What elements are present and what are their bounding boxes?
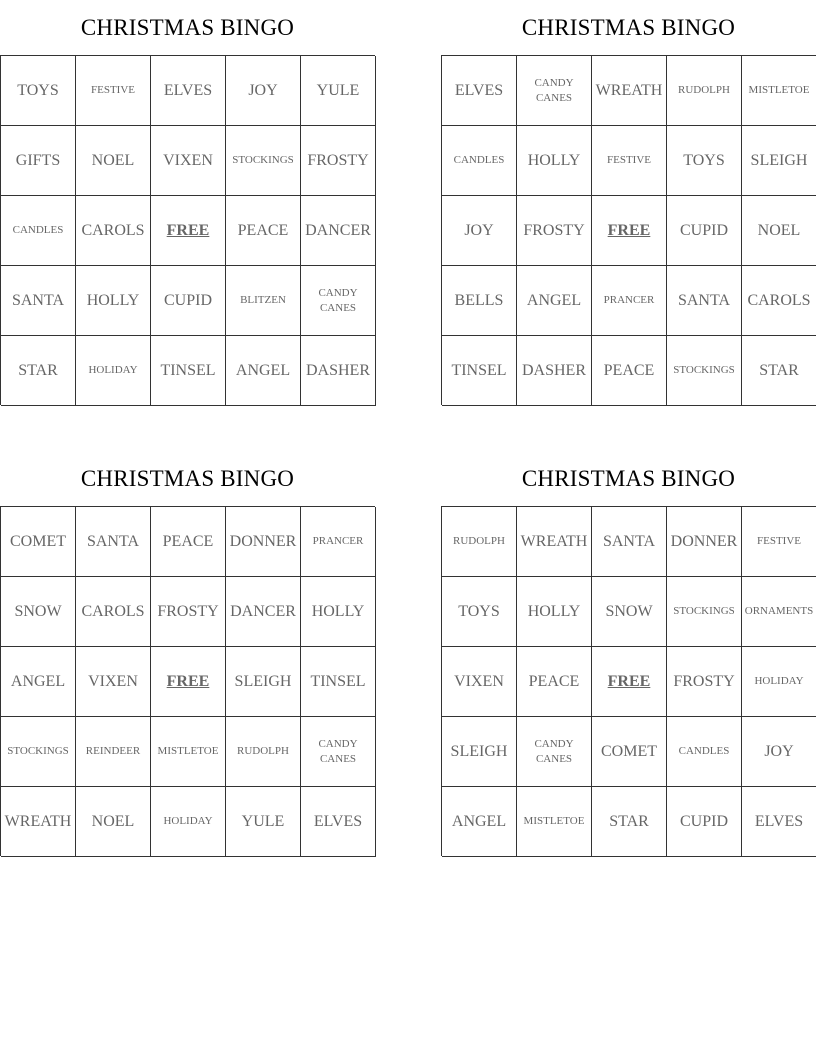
free-space-cell: FREE — [592, 647, 667, 717]
bingo-cell: ANGEL — [517, 266, 592, 336]
bingo-cell: RUDOLPH — [442, 507, 517, 577]
bingo-cell: SLEIGH — [226, 647, 301, 717]
bingo-cell: YULE — [226, 787, 301, 857]
bingo-cell: WREATH — [592, 56, 667, 126]
bingo-cell: NOEL — [76, 126, 151, 196]
bingo-cell: ELVES — [301, 787, 376, 857]
bingo-cell: PEACE — [592, 336, 667, 406]
bingo-cell: VIXEN — [151, 126, 226, 196]
bingo-cell: PRANCER — [592, 266, 667, 336]
bingo-cell: DANCER — [226, 577, 301, 647]
free-space-cell: FREE — [592, 196, 667, 266]
bingo-cell: CANDY CANES — [301, 717, 376, 787]
bingo-card-3 — [0, 451, 375, 856]
bingo-cell: DONNER — [667, 507, 742, 577]
bingo-cell: TINSEL — [442, 336, 517, 406]
bingo-cell: STOCKINGS — [1, 717, 76, 787]
bingo-cell: NOEL — [742, 196, 816, 266]
bingo-cell: BELLS — [442, 266, 517, 336]
bingo-cell: CANDLES — [1, 196, 76, 266]
bingo-cell: VIXEN — [76, 647, 151, 717]
bingo-cell: ELVES — [442, 56, 517, 126]
card-title: CHRISTMAS BINGO — [521, 466, 736, 491]
bingo-cell: FESTIVE — [742, 507, 816, 577]
bingo-card-2 — [441, 0, 816, 405]
bingo-cell: SLEIGH — [742, 126, 816, 196]
bingo-cell: HOLLY — [517, 126, 592, 196]
bingo-cell: HOLLY — [301, 577, 376, 647]
bingo-cell: JOY — [442, 196, 517, 266]
bingo-cell: SANTA — [667, 266, 742, 336]
bingo-cell: GIFTS — [1, 126, 76, 196]
bingo-cell: DANCER — [301, 196, 376, 266]
bingo-cell: CAROLS — [76, 577, 151, 647]
bingo-cell: CANDY CANES — [301, 266, 376, 336]
bingo-cell: HOLLY — [76, 266, 151, 336]
bingo-cell: FESTIVE — [592, 126, 667, 196]
bingo-cell: TOYS — [667, 126, 742, 196]
bingo-cell: DASHER — [301, 336, 376, 406]
card-title: CHRISTMAS BINGO — [521, 15, 736, 40]
bingo-cell: PEACE — [226, 196, 301, 266]
bingo-cell: DASHER — [517, 336, 592, 406]
bingo-cell: STOCKINGS — [667, 577, 742, 647]
free-space-cell: FREE — [151, 647, 226, 717]
bingo-cell: NOEL — [76, 787, 151, 857]
bingo-cell: RUDOLPH — [226, 717, 301, 787]
bingo-cell: HOLIDAY — [151, 787, 226, 857]
bingo-grid — [0, 55, 375, 405]
bingo-cell: COMET — [1, 507, 76, 577]
bingo-cell: TOYS — [442, 577, 517, 647]
bingo-cell: VIXEN — [442, 647, 517, 717]
bingo-cell: CUPID — [151, 266, 226, 336]
bingo-cell: CANDY CANES — [517, 56, 592, 126]
bingo-cell: ELVES — [151, 56, 226, 126]
bingo-cell: PEACE — [151, 507, 226, 577]
card-title: CHRISTMAS BINGO — [80, 466, 295, 491]
bingo-cell: STOCKINGS — [667, 336, 742, 406]
card-title: CHRISTMAS BINGO — [80, 15, 295, 40]
bingo-grid — [0, 506, 375, 856]
bingo-cell: JOY — [226, 56, 301, 126]
bingo-cell: MISTLETOE — [742, 56, 816, 126]
bingo-cell: ORNAMENTS — [742, 577, 816, 647]
bingo-cell: FROSTY — [517, 196, 592, 266]
bingo-cell: REINDEER — [76, 717, 151, 787]
bingo-cell: SNOW — [592, 577, 667, 647]
bingo-grid — [441, 55, 816, 405]
bingo-cell: CAROLS — [742, 266, 816, 336]
bingo-cell: SANTA — [1, 266, 76, 336]
bingo-cell: CANDY CANES — [517, 717, 592, 787]
bingo-cell: CUPID — [667, 787, 742, 857]
bingo-cell: BLITZEN — [226, 266, 301, 336]
bingo-cell: HOLIDAY — [742, 647, 816, 717]
bingo-cell: ANGEL — [226, 336, 301, 406]
bingo-cell: STAR — [742, 336, 816, 406]
bingo-cell: MISTLETOE — [151, 717, 226, 787]
bingo-cell: FROSTY — [301, 126, 376, 196]
bingo-cell: SANTA — [76, 507, 151, 577]
bingo-cell: RUDOLPH — [667, 56, 742, 126]
free-space-cell: FREE — [151, 196, 226, 266]
bingo-cell: WREATH — [517, 507, 592, 577]
bingo-cell: TINSEL — [301, 647, 376, 717]
bingo-cell: SANTA — [592, 507, 667, 577]
bingo-cell: PRANCER — [301, 507, 376, 577]
bingo-cell: CANDLES — [667, 717, 742, 787]
bingo-cell: STOCKINGS — [226, 126, 301, 196]
bingo-cell: YULE — [301, 56, 376, 126]
bingo-cell: ANGEL — [1, 647, 76, 717]
bingo-cell: TINSEL — [151, 336, 226, 406]
bingo-card-4 — [441, 451, 816, 856]
bingo-cell: ANGEL — [442, 787, 517, 857]
bingo-cell: WREATH — [1, 787, 76, 857]
bingo-cell: FROSTY — [151, 577, 226, 647]
bingo-cell: TOYS — [1, 56, 76, 126]
bingo-cell: CANDLES — [442, 126, 517, 196]
bingo-cell: STAR — [592, 787, 667, 857]
bingo-cell: HOLLY — [517, 577, 592, 647]
bingo-cell: CAROLS — [76, 196, 151, 266]
bingo-cell: SLEIGH — [442, 717, 517, 787]
bingo-cell: PEACE — [517, 647, 592, 717]
bingo-cell: SNOW — [1, 577, 76, 647]
bingo-cell: MISTLETOE — [517, 787, 592, 857]
bingo-cell: COMET — [592, 717, 667, 787]
bingo-grid — [441, 506, 816, 856]
bingo-cell: FESTIVE — [76, 56, 151, 126]
bingo-cell: DONNER — [226, 507, 301, 577]
bingo-cell: ELVES — [742, 787, 816, 857]
bingo-cell: HOLIDAY — [76, 336, 151, 406]
bingo-card-1 — [0, 0, 375, 405]
bingo-cell: STAR — [1, 336, 76, 406]
bingo-cell: JOY — [742, 717, 816, 787]
bingo-cell: FROSTY — [667, 647, 742, 717]
bingo-cell: CUPID — [667, 196, 742, 266]
